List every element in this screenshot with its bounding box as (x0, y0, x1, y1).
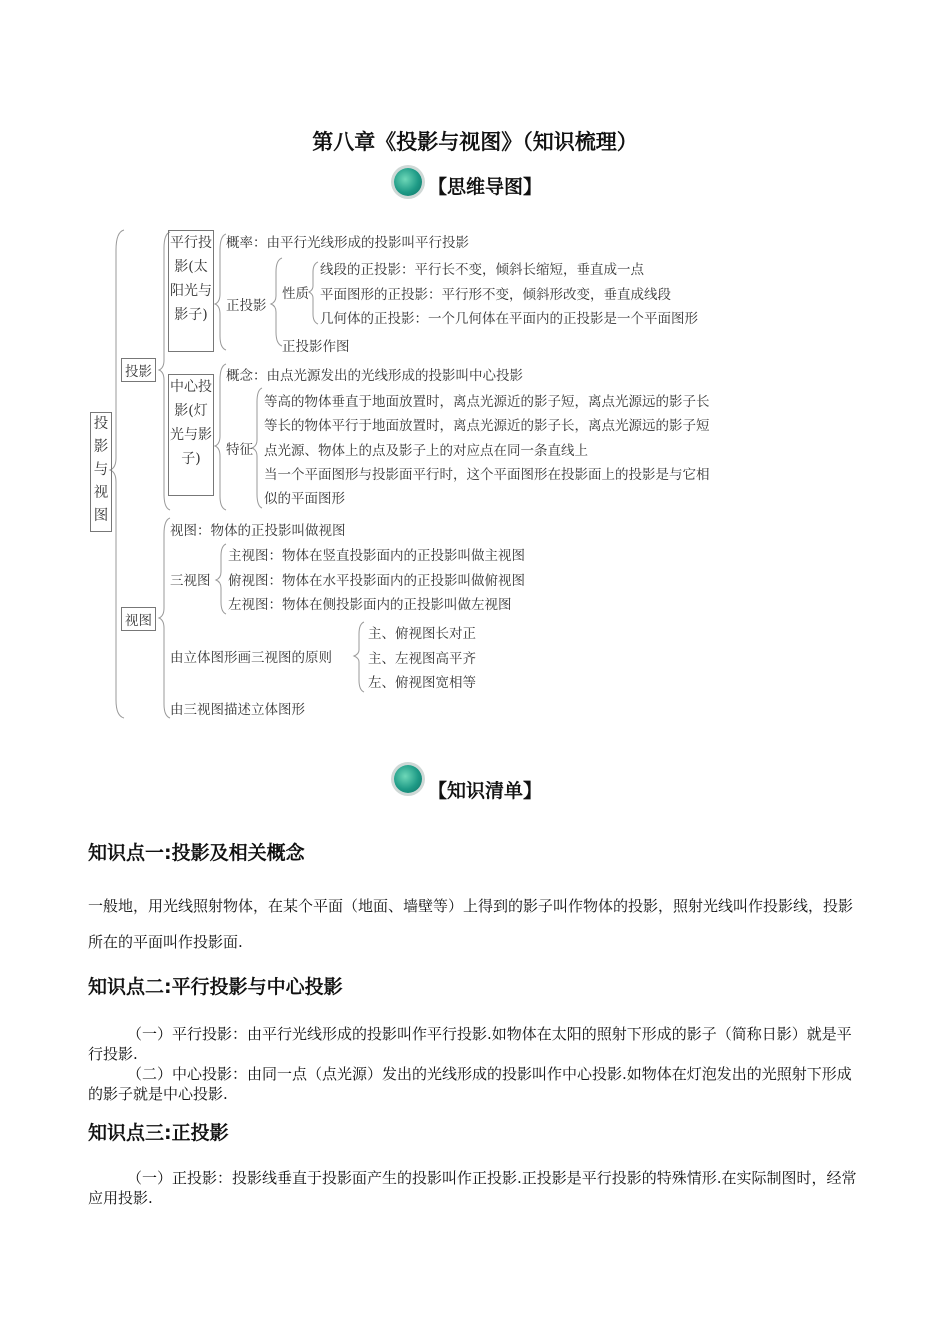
ortho-projection-label: 正投影 (226, 298, 267, 314)
heading-dot-icon (394, 765, 422, 793)
projection-node: 投影 (121, 358, 156, 382)
three-view-item: 左视图：物体在侧投影面内的正投影叫做左视图 (228, 597, 512, 613)
feature-item: 等长的物体平行于地面放置时，离点光源近的影子长，离点光源远的影子短 (264, 418, 710, 434)
parallel-projection-node: 平行投影(太阳光与影子) (168, 230, 214, 352)
section-2-para-2: （二）中心投影：由同一点（点光源）发出的光线形成的投影叫作中心投影.如物体在灯泡发出的光照射下形成的影子就是中心投影. (88, 1065, 852, 1103)
nature-label: 性质 (282, 286, 309, 302)
section-1-text: 一般地，用光线照射物体，在某个平面（地面、墙壁等）上得到的影子叫作物体的投影，照射光线叫作投影线，投影所在的平面叫作投影面. (88, 897, 854, 951)
view-definition: 视图：物体的正投影叫做视图 (170, 523, 346, 539)
central-projection-node: 中心投影(灯光与影子) (168, 374, 214, 496)
nature-item: 几何体的正投影：一个几何体在平面内的正投影是一个平面图形 (320, 311, 698, 327)
feature-item: 点光源、物体上的点及影子上的对应点在同一条直线上 (264, 443, 588, 459)
feature-label: 特征 (226, 442, 253, 458)
feature-item: 等高的物体垂直于地面放置时，离点光源近的影子短，离点光源远的影子长 (264, 394, 710, 410)
ortho-drawing: 正投影作图 (282, 339, 350, 355)
three-view-item: 俯视图：物体在水平投影面内的正投影叫做俯视图 (228, 573, 525, 589)
checklist-heading: 【知识清单】 (428, 780, 543, 802)
nature-item: 平面图形的正投影：平行形不变，倾斜形改变，垂直成线段 (320, 287, 671, 303)
nature-item: 线段的正投影：平行长不变，倾斜长缩短，垂直成一点 (320, 262, 644, 278)
central-concept: 概念：由点光源发出的光线形成的投影叫中心投影 (226, 368, 523, 384)
root-node-box (90, 412, 112, 532)
feature-item: 似的平面图形 (264, 491, 345, 507)
view-node: 视图 (121, 607, 156, 631)
three-view-item: 主视图：物体在竖直投影面内的正投影叫做主视图 (228, 548, 525, 564)
describe-label: 由三视图描述立体图形 (170, 702, 305, 718)
principle-label: 由立体图形画三视图的原则 (170, 650, 332, 666)
section-3-title: 知识点三:正投影 (88, 1122, 229, 1144)
principle-item: 主、俯视图长对正 (368, 626, 476, 642)
section-3-para-1: （一）正投影：投影线垂直于投影面产生的投影叫作正投影.正投影是平行投影的特殊情形.在实际制图时，经常应用投影. (88, 1169, 857, 1207)
section-2-title: 知识点二:平行投影与中心投影 (88, 976, 343, 998)
parallel-concept: 概率：由平行光线形成的投影叫平行投影 (226, 235, 469, 251)
section-2-para-1: （一）平行投影：由平行光线形成的投影叫作平行投影.如物体在太阳的照射下形成的影子（简称日影）就是平行投影. (88, 1025, 852, 1063)
page-title: 第八章《投影与视图》（知识梳理） (312, 130, 638, 154)
mindmap-heading: 【思维导图】 (428, 176, 543, 198)
feature-item: 当一个平面图形与投影面平行时，这个平面图形在投影面上的投影是与它相 (264, 467, 710, 483)
three-views-label: 三视图 (170, 573, 211, 589)
section-1-title: 知识点一:投影及相关概念 (88, 842, 305, 864)
principle-item: 主、左视图高平齐 (368, 651, 476, 667)
root-node: 投影与视图 (93, 416, 109, 524)
principle-item: 左、俯视图宽相等 (368, 675, 476, 691)
